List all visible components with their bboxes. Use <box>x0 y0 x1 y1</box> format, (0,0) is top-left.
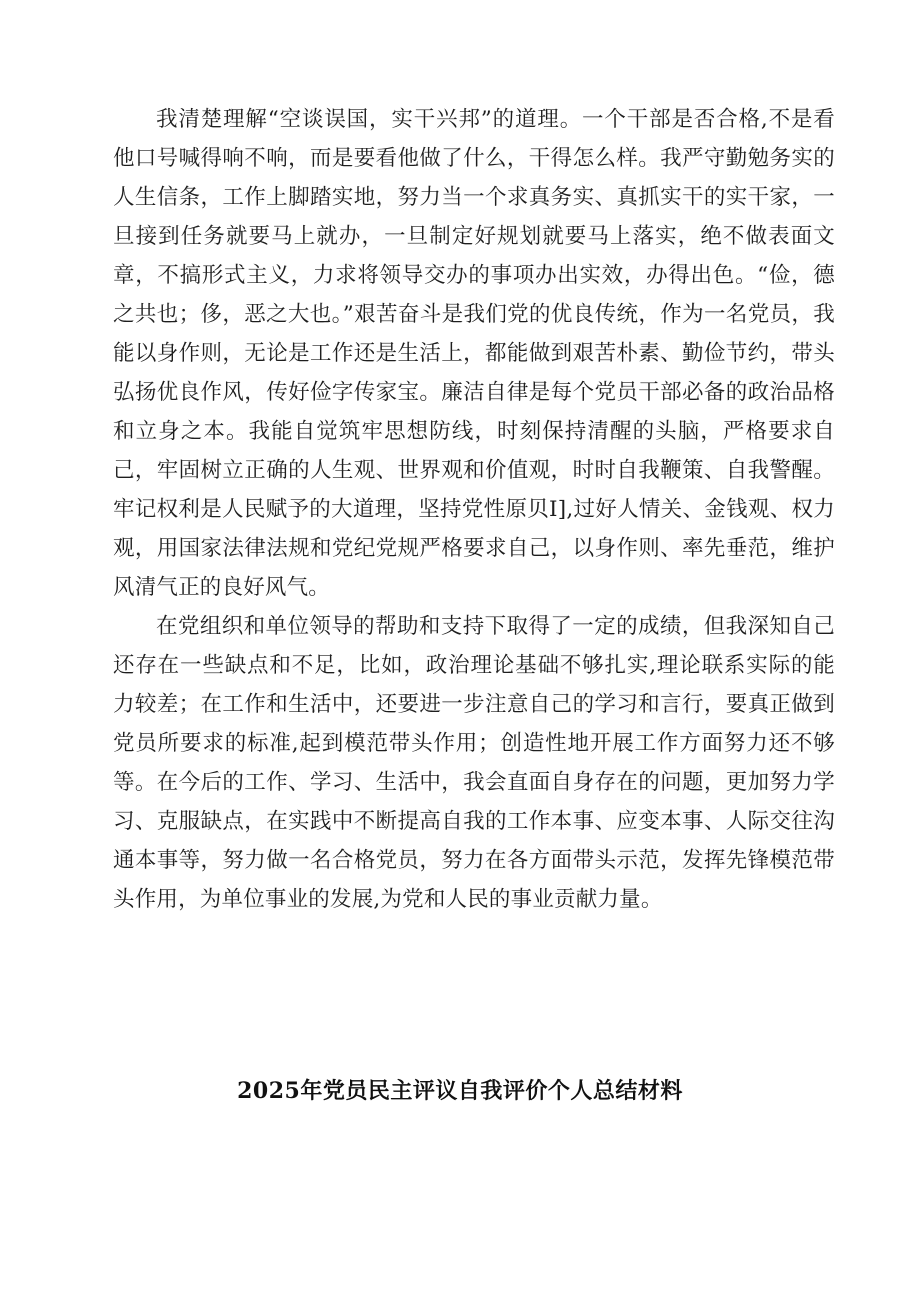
paragraph-shortcomings-plans: 在党组织和单位领导的帮助和支持下取得了一定的成绩，但我深知自己还存在一些缺点和不足，比如，政治理论基础不够扎实,理论联系实际的能力较差；在工作和生活中，还要进一步注意自己的学习和言行，要真正做到党员所要求的标准,起到模范带头作用；创造性地开展工作方面努力还不够等。在今后的工作、学习、生活中，我会直面自身存在的问题，更加努力学习、克服缺点，在实践中不断提高自我的工作本事、应变本事、人际交往沟通本事等，努力做一名合格党员，努力在各方面带头示范，发挥先锋模范带头作用，为单位事业的发展,为党和人民的事业贡献力量。 <box>113 614 835 912</box>
paragraph-diligence-integrity: 我清楚理解“空谈误国，实干兴邦”的道理。一个干部是否合格,不是看他口号喊得响不响，而是要看他做了什么，干得怎么样。我严守勤勉务实的人生信条，工作上脚踏实地，努力当一个求真务实、真抓实干的实干家，一旦接到任务就要马上就办，一旦制定好规划就要马上落实，绝不做表面文章，不搞形式主义，力求将领导交办的事项办出实效，办得出色。“俭，德之共也；侈，恶之大也。”艰苦奋斗是我们党的优良传统，作为一名党员，我能以身作则，无论是工作还是生活上，都能做到艰苦朴素、勤俭节约，带头弘扬优良作风，传好俭字传家宝。廉洁自律是每个党员干部必备的政治品格和立身之本。我能自觉筑牢思想防线，时刻保持清醒的头脑，严格要求自己，牢固树立正确的人生观、世界观和价值观，时时自我鞭策、自我警醒。牢记权利是人民赋予的大道理，坚持党性原贝I],过好人情关、金钱观、权力观，用国家法律法规和党纪党规严格要求自己，以身作则、率先垂范，维护风清气正的良好风气。 <box>113 107 835 600</box>
section-heading: 2025年党员民主评议自我评价个人总结材料 <box>237 1078 683 1104</box>
document-body <box>113 100 835 919</box>
